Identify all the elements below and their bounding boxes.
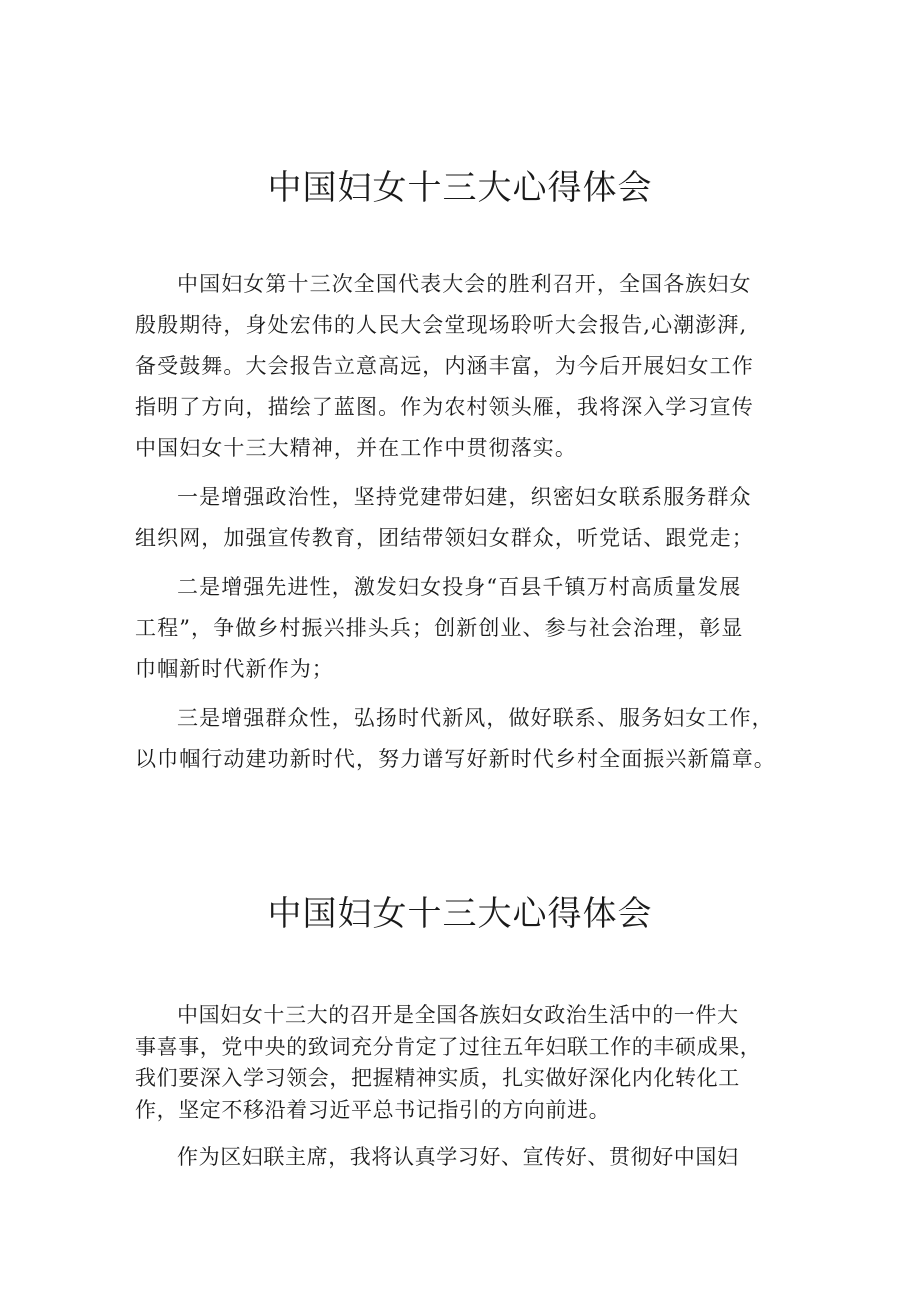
section-body — [135, 264, 795, 788]
paragraph — [135, 1142, 795, 1174]
text-line: 以巾帼行动建功新时代，努力谱写好新时代乡村全面振兴新篇章。 — [135, 747, 776, 771]
text-line: 备受鼓舞。大会报告立意高远，内涵丰富，为今后开展妇女工作 — [135, 354, 754, 378]
text-line: 三是增强群众性，弘扬时代新风，做好联系、服务妇女工作， — [177, 706, 774, 730]
text-line: 指明了方向，描绘了蓝图。作为农村领头雁，我将深入学习宣传 — [135, 395, 754, 419]
text-line: 事喜事，党中央的致词充分肯定了过往五年妇联工作的丰硕成果， — [135, 1034, 762, 1059]
text-line: 工程”，争做乡村振兴排头兵；创新创业、参与社会治理，彰显 — [135, 616, 744, 640]
text-line: 一是增强政治性，坚持党建带妇建，织密妇女联系服务群众 — [177, 485, 752, 509]
paragraph — [135, 477, 795, 559]
text-line: 中国妇女第十三次全国代表大会的胜利召开，全国各族妇女 — [177, 272, 752, 296]
paragraph — [135, 1000, 795, 1126]
text-line: 巾帼新时代新作为； — [135, 657, 334, 681]
paragraph — [135, 264, 795, 469]
section-title: 中国妇女十三大心得体会 — [267, 168, 653, 208]
text-line: 作，坚定不移沿着习近平总书记指引的方向前进。 — [135, 1097, 611, 1122]
paragraph — [135, 567, 795, 690]
text-line: 中国妇女十三大的召开是全国各族妇女政治生活中的一件大 — [177, 1003, 739, 1027]
text-line: 中国妇女十三大精神，并在工作中贯彻落实。 — [135, 436, 577, 460]
section-body — [135, 1000, 795, 1190]
text-line: 殷殷期待，身处宏伟的人民大会堂现场聆听大会报告,心潮澎湃, — [135, 313, 748, 337]
text-line: 作为区妇联主席，我将认真学习好、宣传好、贯彻好中国妇 — [177, 1145, 739, 1169]
text-line: 我们要深入学习领会，把握精神实质，扎实做好深化内化转化工 — [135, 1066, 740, 1090]
paragraph — [135, 698, 795, 780]
section-title: 中国妇女十三大心得体会 — [267, 894, 653, 934]
text-line: 二是增强先进性，激发妇女投身“百县千镇万村高质量发展 — [177, 575, 742, 599]
text-line: 组织网，加强宣传教育，团结带领妇女群众，听党话、跟党走； — [135, 526, 754, 550]
